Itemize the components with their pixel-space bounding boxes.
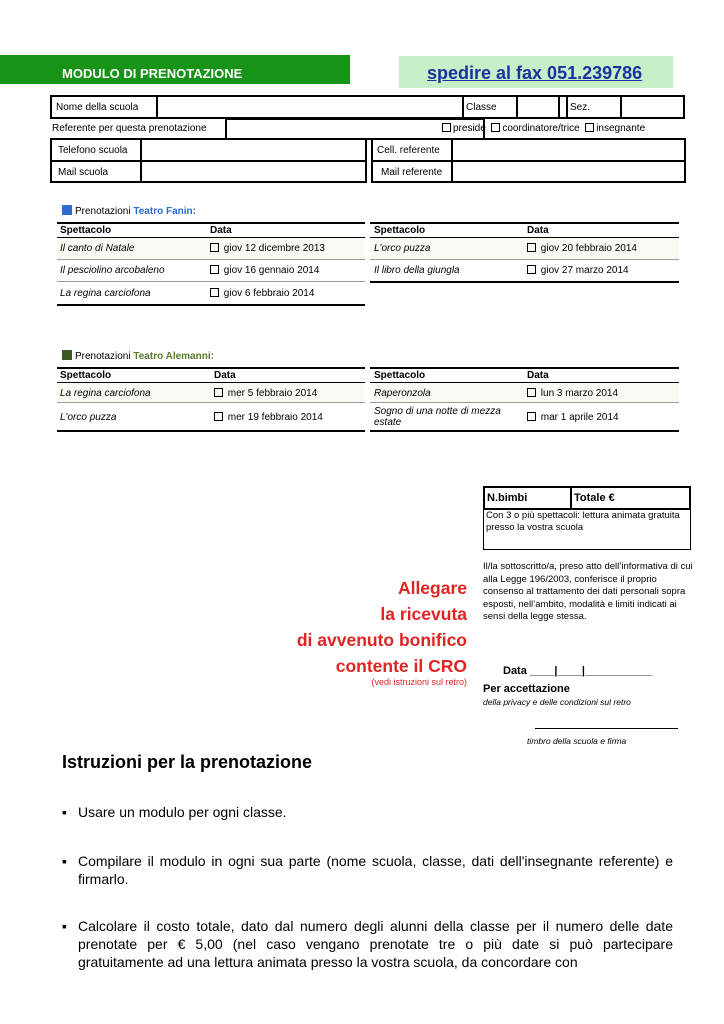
totals-fields [483,508,691,550]
fanin-header-show-right: Spettacolo [374,225,426,236]
alemanni-date-2[interactable]: mer 19 febbraio 2014 [214,412,323,423]
section-label: Sez. [570,102,591,113]
checkbox-icon [527,243,536,252]
attach-notice: Allegare la ricevuta di avvenuto bonifico contente il CRO [296,578,467,676]
alemanni-date-4[interactable]: mar 1 aprile 2014 [527,412,619,423]
checkbox-icon [214,412,223,421]
cell-field[interactable] [453,140,684,160]
stamp-label: timbro della scuola e firma [527,736,627,746]
alemanni-show-3: Raperonzola [374,388,431,399]
alemanni-title [62,350,214,362]
checkbox-preside[interactable] [442,123,451,132]
mail-school-field[interactable] [142,162,365,181]
referent-label: Referente per questa prenotazione [52,123,207,134]
mail-ref-field[interactable] [453,162,684,181]
instruction-item-2: ▪ Compilare il modulo in ogni sua parte (nome scuola, classe, dati dell'insegnante referente) e firmarlo. [62,853,673,887]
checkbox-icon [527,388,536,397]
fanin-date-3[interactable]: giov 6 febbraio 2014 [210,288,314,299]
n-bimbi-label: N.bimbi [487,492,528,504]
fanin-date-4[interactable]: giov 20 febbraio 2014 [527,243,637,254]
instruction-item-1: ▪ Usare un modulo per ogni classe. [62,804,287,820]
alemanni-prefix: Prenotazioni [75,351,134,362]
alemanni-header-date-right: Data [527,370,549,381]
contact-left-block [50,138,367,183]
fanin-header-date-right: Data [527,225,549,236]
bullet-icon: ▪ [62,853,67,869]
school-row [50,95,685,119]
referent-row [50,118,687,140]
signature-line[interactable] [535,728,678,729]
accept-sub: della privacy e delle condizioni sul retro [483,697,631,707]
checkbox-icon [210,243,219,252]
fanin-date-1[interactable]: giov 12 dicembre 2013 [210,243,325,254]
cell-label: Cell. referente [377,145,440,156]
total-label: Totale € [574,492,615,504]
class-field[interactable] [518,97,558,117]
fanin-date-5[interactable]: giov 27 marzo 2014 [527,265,629,276]
role-insegnante-label: insegnante [596,123,646,134]
fanin-show-1: Il canto di Natale [60,243,135,254]
checkbox-icon [210,288,219,297]
fax-number: spedire al fax 051.239786 [427,63,643,83]
attach-notice-sub: (vedi istruzioni sul retro) [371,677,467,687]
fanin-prefix: Prenotazioni [75,206,134,217]
fanin-square-icon [62,205,72,215]
alemanni-show-2: L'orco puzza [60,412,117,423]
fanin-show-5: Il libro della giungla [374,265,460,276]
form-title: MODULO DI PRENOTAZIONE [62,66,243,81]
role-options [442,123,645,134]
school-name-label: Nome della scuola [56,102,139,113]
alemanni-show-1: La regina carciofona [60,388,151,399]
role-preside-label: preside [453,123,486,134]
alemanni-date-3[interactable]: lun 3 marzo 2014 [527,388,618,399]
fanin-header-show-left: Spettacolo [60,225,112,236]
alemanni-venue: Teatro Alemanni: [133,351,214,362]
alemanni-show-4: Sogno di una notte di mezza estate [374,406,501,428]
bullet-icon: ▪ [62,804,67,820]
fanin-show-4: L'orco puzza [374,243,431,254]
school-name-field[interactable] [158,97,462,117]
privacy-text: Il/la sottoscritto/a, preso atto dell’informativa di cui alla Legge 196/2003, conferisce il proprio consenso al trattamento dei dati personali sopra esposti, nell’ambito, modalità e limiti indicati ai sensi della legge stessa. [483,561,693,622]
totals-box [483,486,691,510]
fax-banner [399,56,673,88]
fanin-show-3: La regina carciofona [60,288,151,299]
fanin-date-2[interactable]: giov 16 gennaio 2014 [210,265,319,276]
alemanni-date-1[interactable]: mer 5 febbraio 2014 [214,388,317,399]
mail-school-label: Mail scuola [58,167,109,178]
checkbox-coordinatore[interactable] [491,123,500,132]
checkbox-icon [527,265,536,274]
phone-field[interactable] [142,140,365,160]
section-field[interactable] [622,97,683,117]
date-field[interactable]: Data ____|____|___________ [503,665,653,677]
mail-ref-label: Mail referente [381,167,443,178]
fanin-venue: Teatro Fanin: [133,206,196,217]
alemanni-table [57,367,679,433]
totals-note: Con 3 o più spettacoli: lettura animata gratuita presso la vostra scuola [486,510,680,533]
class-label: Classe [466,102,497,113]
checkbox-icon [210,265,219,274]
instruction-item-3: ▪ Calcolare il costo totale, dato dal numero degli alunni della classe per il numero delle date prenotate per € 5,00 (nel caso vengano prenotate tre o più date si può partecipare gratuitamente ad una lettura animata presso la vostra scuola, da concordare con [62,918,673,970]
role-coordinatore-label: coordinatore/trice [502,123,580,134]
checkbox-insegnante[interactable] [585,123,594,132]
accept-label: Per accettazione [483,683,570,695]
fanin-show-2: Il pesciolino arcobaleno [60,265,165,276]
bullet-icon: ▪ [62,918,67,934]
alemanni-header-show-left: Spettacolo [60,370,112,381]
alemanni-header-date-left: Data [214,370,236,381]
alemanni-square-icon [62,350,72,360]
alemanni-header-show-right: Spettacolo [374,370,426,381]
fanin-table [57,222,679,307]
checkbox-icon [214,388,223,397]
contact-right-block [371,138,686,183]
checkbox-icon [527,412,536,421]
instructions-title: Istruzioni per la prenotazione [62,752,313,772]
phone-label: Telefono scuola [58,145,128,156]
fanin-header-date-left: Data [210,225,232,236]
form-title-bar [0,55,350,84]
fanin-title [62,205,196,217]
